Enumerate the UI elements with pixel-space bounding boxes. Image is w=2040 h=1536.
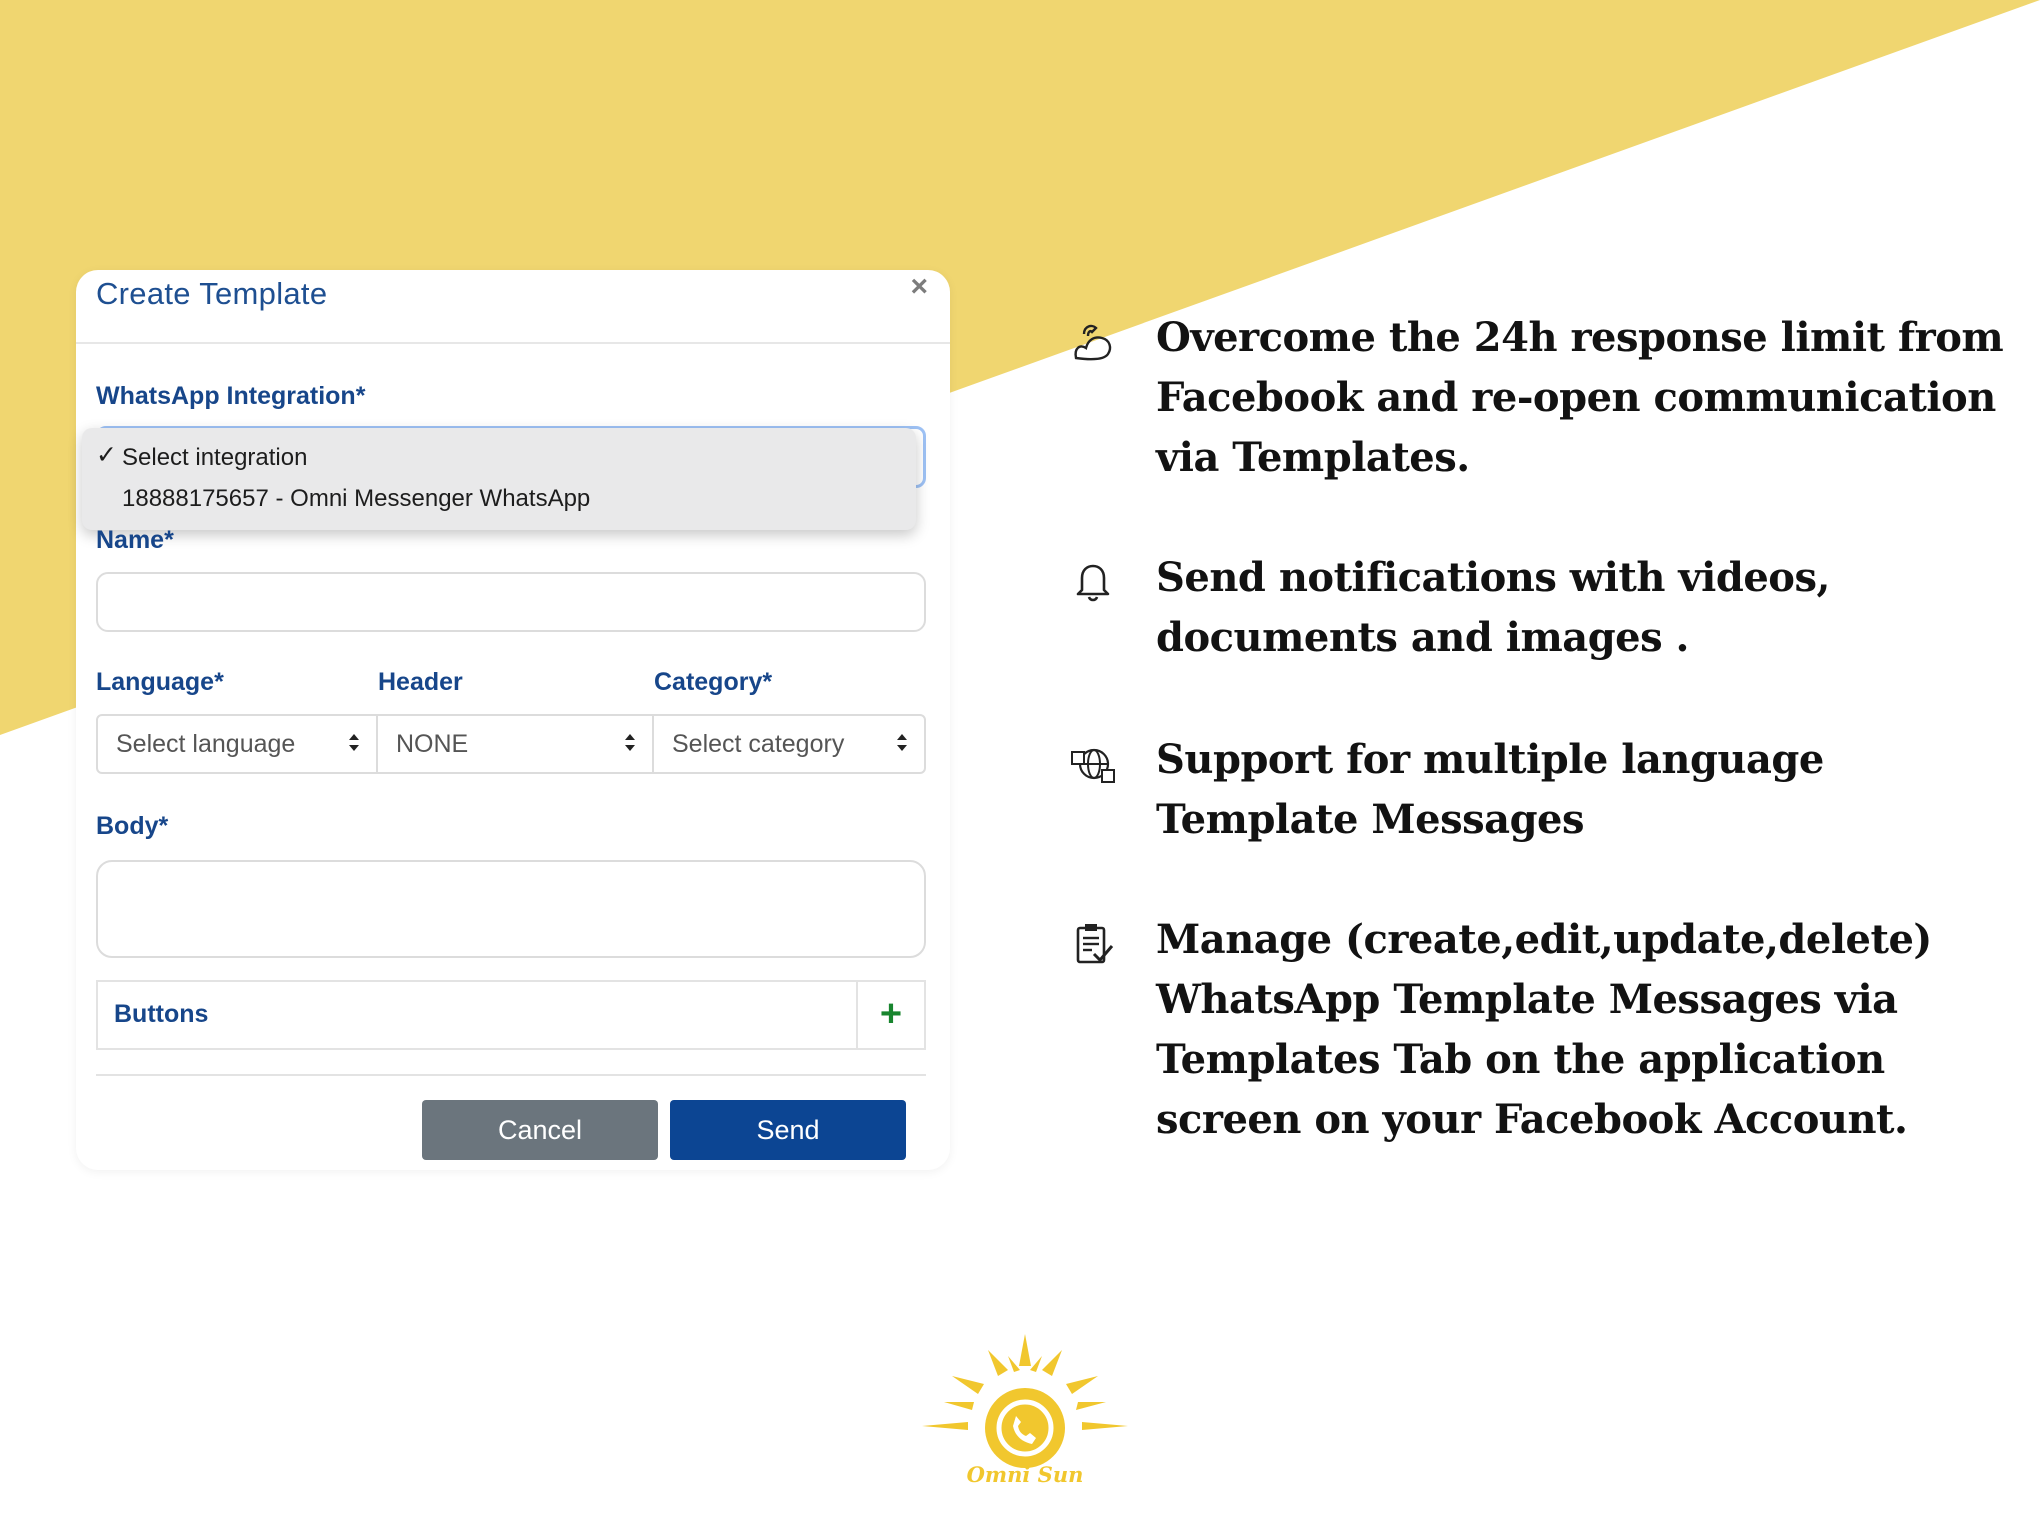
feature-text: Send notifications with videos, documents and images . <box>1156 554 1830 661</box>
buttons-label: Buttons <box>114 1000 209 1028</box>
omni-sun-logo <box>920 1330 1130 1500</box>
logo-text: Omni Sun <box>966 1462 1084 1487</box>
send-button[interactable]: Send <box>670 1100 906 1160</box>
language-select-value: Select language <box>116 730 296 758</box>
header-select[interactable] <box>376 716 652 772</box>
footer-divider <box>96 1074 926 1076</box>
cancel-button[interactable]: Cancel <box>422 1100 658 1160</box>
feature-text: Overcome the 24h response limit from Facebook and re-open communication via Templates. <box>1156 314 2004 481</box>
sun-phone-logo <box>920 1330 1130 1470</box>
body-textarea[interactable] <box>96 860 926 958</box>
checkmark-icon: ✓ <box>96 441 117 469</box>
buttons-section <box>96 980 926 1050</box>
header-select-value: NONE <box>396 730 469 758</box>
integration-dropdown-menu <box>82 428 916 530</box>
clipboard-check-icon <box>1070 920 1116 966</box>
language-select[interactable] <box>98 716 376 772</box>
language-label: Language* <box>96 668 224 696</box>
name-input[interactable] <box>96 572 926 632</box>
dropdown-option[interactable]: Select integration <box>122 444 308 471</box>
name-label: Name* <box>96 526 174 554</box>
sort-arrows-icon <box>624 728 636 758</box>
close-icon[interactable]: × <box>910 270 928 303</box>
create-template-modal <box>76 270 950 1170</box>
bell-icon <box>1070 558 1116 604</box>
header-divider <box>76 342 950 344</box>
whatsapp-integration-label: WhatsApp Integration* <box>96 382 366 410</box>
add-button-icon[interactable]: + <box>856 982 924 1048</box>
flexed-arm-icon <box>1070 318 1116 364</box>
body-label: Body* <box>96 812 169 840</box>
sort-arrows-icon <box>348 728 360 758</box>
select-group <box>96 714 926 774</box>
dropdown-option[interactable]: 18888175657 - Omni Messenger WhatsApp <box>122 485 591 512</box>
category-select[interactable] <box>652 716 924 772</box>
category-label: Category* <box>654 668 773 696</box>
sort-arrows-icon <box>896 728 908 758</box>
feature-text: Support for multiple language Template Messages <box>1156 736 1824 843</box>
header-label: Header <box>378 668 463 696</box>
globe-language-icon <box>1070 742 1116 788</box>
category-select-value: Select category <box>672 730 845 758</box>
feature-text: Manage (create,edit,update,delete) WhatsApp Template Messages via Templates Tab on the application screen on your Facebook Account. <box>1156 916 1932 1143</box>
modal-title: Create Template <box>96 276 328 311</box>
